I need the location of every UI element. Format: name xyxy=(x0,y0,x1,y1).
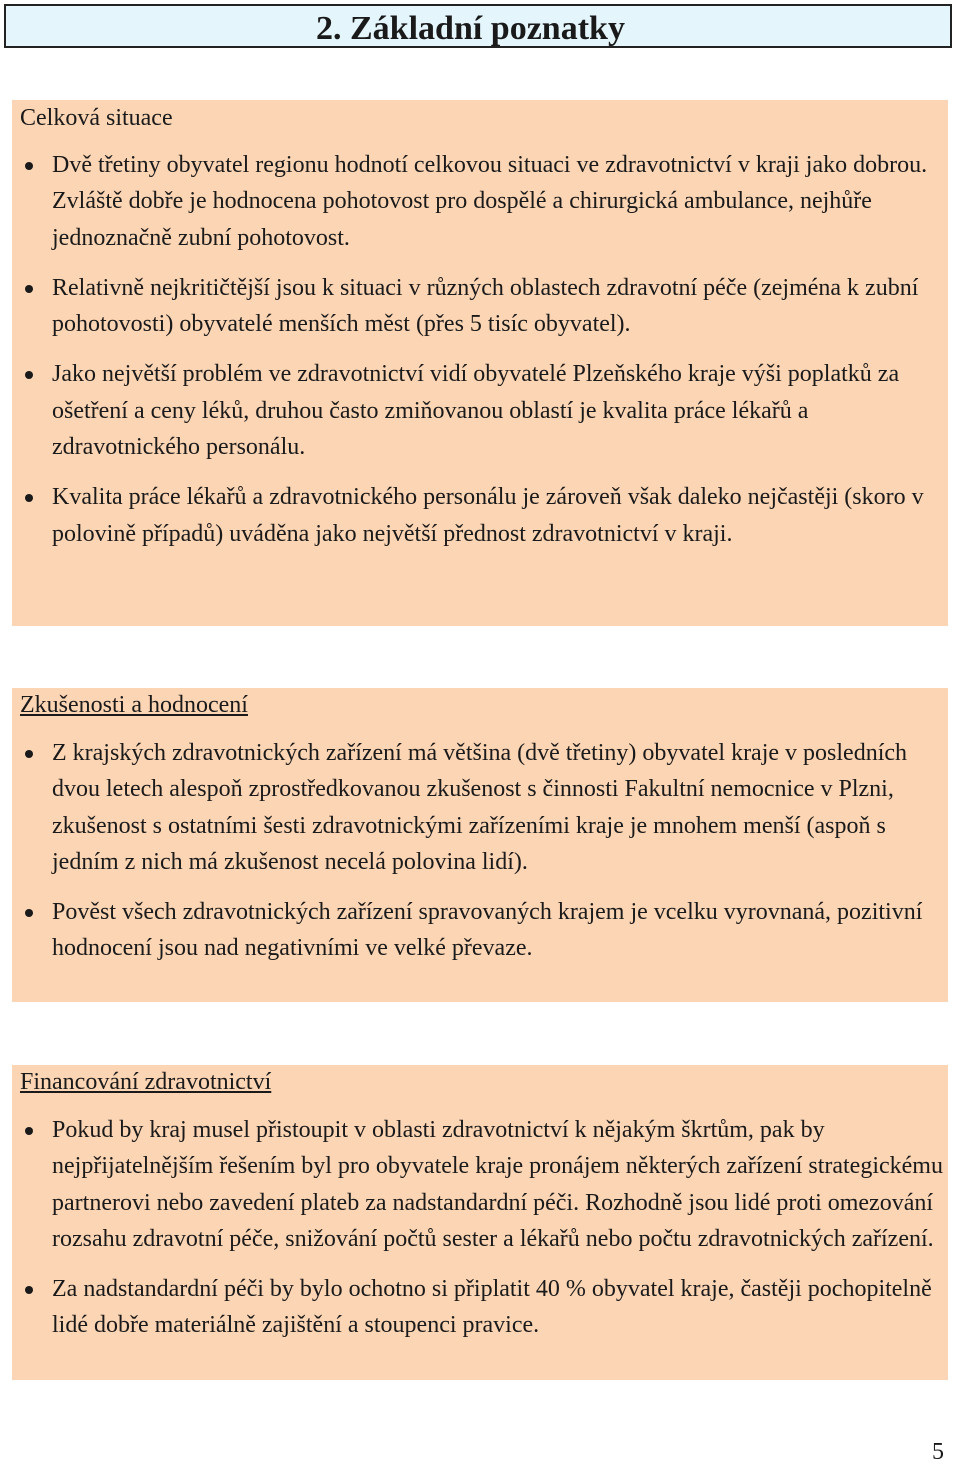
section-heading: Zkušenosti a hodnocení xyxy=(20,692,248,718)
bullet-list xyxy=(16,147,944,552)
list-item xyxy=(16,147,944,256)
section-zkusenosti-a-hodnoceni xyxy=(12,688,948,1002)
bullet-icon xyxy=(25,1127,33,1135)
page-title: 2. Základní poznatky xyxy=(316,10,625,47)
page-number: 5 xyxy=(932,1439,944,1465)
list-item-text: Relativně nejkritičtější jsou k situaci v různých oblastech zdravotní péče (zejména k zubní pohotovosti) obyvatelé menších měst (přes 5 tisíc obyvatel). xyxy=(52,274,919,338)
bullet-icon xyxy=(25,285,33,293)
bullet-icon xyxy=(25,494,33,502)
bullet-list xyxy=(16,735,944,967)
list-item xyxy=(16,735,944,880)
section-heading: Celková situace xyxy=(20,105,173,131)
list-item-text: Pokud by kraj musel přistoupit v oblasti zdravotnictví k nějakým škrtům, pak by nejpřijatelnějším řešením byl pro obyvatele kraje pronájem některých zařízení strategickému partnerovi nebo zavedení plateb za nadstandardní péči. Rozhodně jsou lidé proti omezování rozsahu zdravotní péče, snižování počtů sester a lékařů nebo počtu zdravotnických zařízení. xyxy=(52,1117,943,1252)
title-bar xyxy=(4,4,952,48)
list-item xyxy=(16,270,944,343)
list-item-text: Za nadstandardní péči by bylo ochotno si připlatit 40 % obyvatel kraje, častěji pochopitelně lidé dobře materiálně zajištění a stoupenci pravice. xyxy=(52,1276,932,1339)
list-item-text: Z krajských zdravotnických zařízení má většina (dvě třetiny) obyvatel kraje v posledních dvou letech alespoň zprostředkovanou zkušenost s činnosti Fakultní nemocnice v Plzni, zkušenost s ostatními šesti zdravotnickými zařízeními kraje je mnohem menší (aspoň s jedním z nich má zkušenost necelá polovina lidí). xyxy=(52,740,908,875)
bullet-icon xyxy=(25,371,33,379)
list-item xyxy=(16,1271,944,1344)
list-item-text: Kvalita práce lékařů a zdravotnického personálu je zároveň však daleko nejčastěji (skoro v polovině případů) uváděna jako největší přednost zdravotnictví v kraji. xyxy=(52,484,924,547)
bullet-icon xyxy=(25,162,33,170)
list-item xyxy=(16,894,944,967)
bullet-list xyxy=(16,1112,944,1344)
list-item xyxy=(16,1112,944,1257)
bullet-icon xyxy=(25,750,33,758)
bullet-icon xyxy=(25,909,33,917)
section-financovani-zdravotnictvi xyxy=(12,1065,948,1380)
list-item-text: Jako největší problém ve zdravotnictví vidí obyvatelé Plzeňského kraje výši poplatků za ošetření a ceny léků, druhou často zmiňovanou oblastí je kvalita práce lékařů a zdravotnického personálu. xyxy=(52,361,900,461)
list-item-text: Dvě třetiny obyvatel regionu hodnotí celkovou situaci ve zdravotnictví v kraji jako dobrou. Zvláště dobře je hodnocena pohotovost pro dospělé a chirurgická ambulance, nejhůře jednoznačně zubní pohotovost. xyxy=(52,152,928,251)
bullet-icon xyxy=(25,1286,33,1294)
list-item-text: Pověst všech zdravotnických zařízení spravovaných krajem je vcelku vyrovnaná, pozitivní hodnocení jsou nad negativními ve velké převaze. xyxy=(52,899,923,962)
section-celkova-situace xyxy=(12,100,948,626)
list-item xyxy=(16,479,944,552)
list-item xyxy=(16,356,944,465)
section-heading: Financování zdravotnictví xyxy=(20,1069,272,1095)
